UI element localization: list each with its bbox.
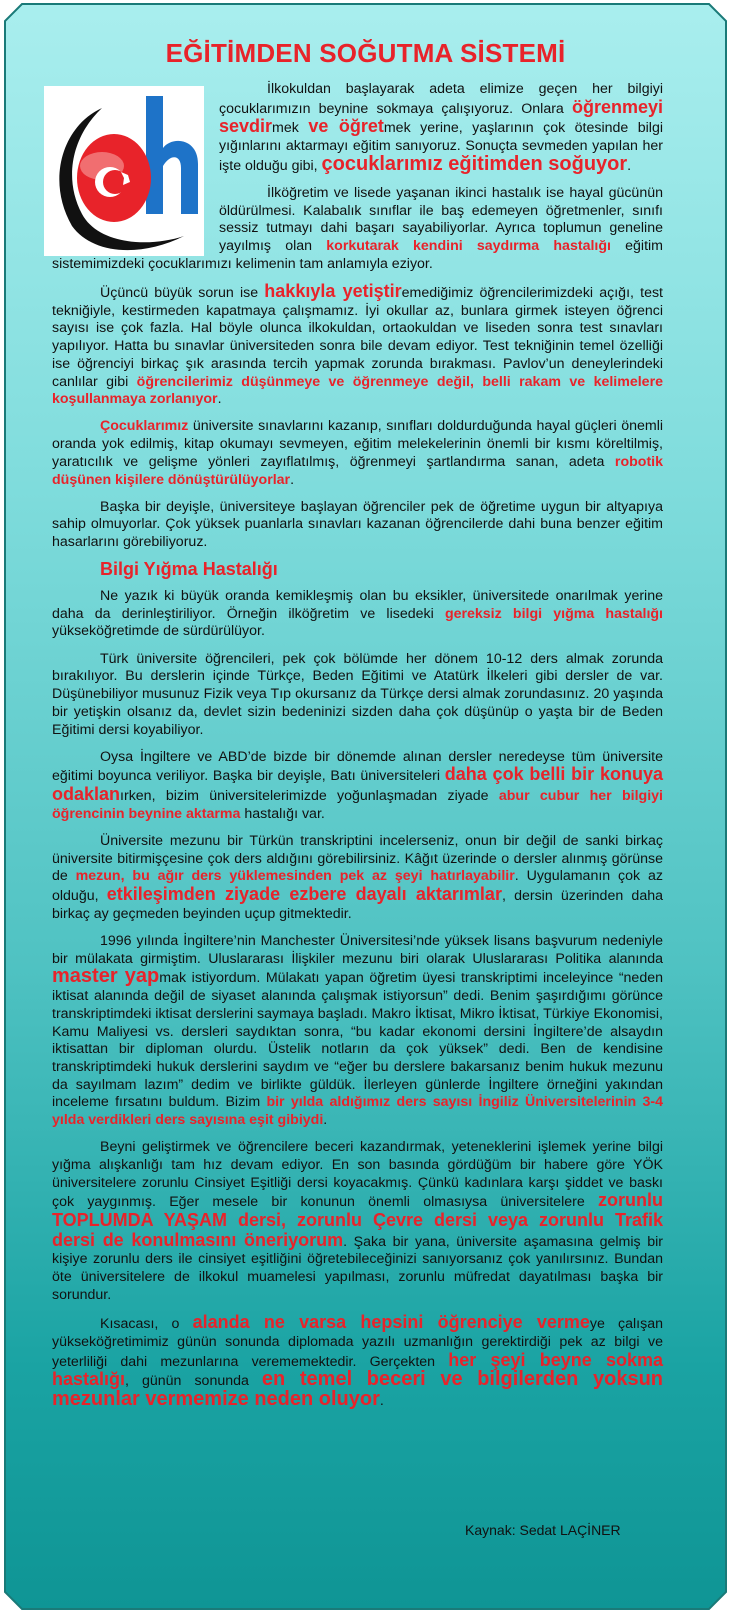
section-heading: Bilgi Yığma Hastalığı <box>100 559 278 580</box>
paragraph-2: İlköğretim ve lisede yaşanan ikinci hastalık ise hayal gücünün öldürülmesi. Kalabalık sınıflar ile baş edemeyen öğretmenler, sınıfı sessiz tutmayı dahi başarı sayabiliyorlar. Ayrıca toplumun geneline yayılmış olan korkutarak kendini saydırma hastalığı eğitim sistemimizdeki çocuklarımızı kelimenin tam anlamıyla eziyor. <box>52 185 664 272</box>
article-body <box>52 81 663 1420</box>
paragraph-4: Çocuklarımız üniversite sınavlarını kazanıp, sınıfları doldurduğunda hayal güçleri önemli oranda yok edilmiş, kitap okumayı sevmeyen, eğitim melekelerinin önemli bir kısmı köreltilmiş, yaratıcılık ve gelişme yönleri zayıflatılmış, öğrenmeyi şartlandırma sanan, adeta robotik düşünen kişilere dönüştürülüyorlar. <box>52 418 663 488</box>
paragraph-8: Oysa İngiltere ve ABD’de bizde bir dönemde alınan dersler neredeyse tüm üniversite eğitimi boyunca veriliyor. Başka bir deyişle, Batı üniversiteleri daha çok belli bir konuya odaklanırken, bizim üniversitelerimizde yoğunlaşmadan ziyade abur cubur her bilgiyi öğrencinin beynine aktarma hastalığı var. <box>52 748 663 822</box>
paragraph-10: 1996 yılında İngiltere’nin Manchester Üniversitesi’nde yüksek lisans başvurum nedeniyle bir mülakata girmiştim. Uluslararası İlişkiler mezunu biri olarak Uluslararası Politika alanında master yapmak istiyordum. Mülakatı yapan öğretim üyesi transkriptimi inceleyince “neden iktisat alanında değil de siyaset alanında çalışmak istiyorsun” dedi. Benim şaşırdığımı görünce transkriptimdeki iktisat derslerini saymaya başladı. Makro İktisat, Mikro İktisat, Türkiye Ekonomisi, Kamu Maliyesi vs. dersleri saydıktan sonra, “bu kadar ekonomi dersini İngiltere’de alsaydın iktisattan bir diploman olurdu. Üstelik notların da çok yüksek” dedi. Ben de kendisine transkriptimdeki hukuk derslerini saydım ve “eğer bu derslere bakarsanız benim hukuk mezunu da sayılmam lazım” dedim ve birlikte güldük. İlerleyen günlerde İngiltere örneğini yakından inceleme fırsatını buldum. Bizim bir yılda aldığımız ders sayısı İngiliz Üniversitelerinin 3-4 yılda verdikleri ders sayısına eşit gibiydi. <box>52 933 663 1129</box>
logo-spacer <box>52 81 212 249</box>
paragraph-5: Başka bir deyişle, üniversiteye başlayan öğrenciler pek de öğretime uygun bir altyapıya sahip olmuyorlar. Çok yüksek puanlarla sınavları kazanan öğrencilerde dahi buna benzer eğitim hasarlarını görebiliyoruz. <box>52 498 663 551</box>
paragraph-6: Ne yazık ki büyük oranda kemikleşmiş olan bu eksikler, üniversitede onarılmak yerine daha da derinleştiriliyor. Örneğin ilköğretim ve lisedeki gereksiz bilgi yığma hastalığı yükseköğretimde de sürdürülüyor. <box>52 588 663 640</box>
source-credit: Kaynak: Sedat LAÇİNER <box>465 1522 621 1538</box>
paragraph-11: Beyni geliştirmek ve öğrencilere beceri kazandırmak, yeteneklerini işlemek yerine bilgi yığma alışkanlığı tam hız devam ediyor. En son basında gördüğüm bir habere göre YÖK üniversitelere zorunlu Cinsiyet Eşitliği dersi koyacakmış. Çünkü kadınlara karşı şiddet ve baskı çok yaygınmış. Eğer mesele bir konunun önemli olmasıysa üniversitelere zorunlu TOPLUMDA YAŞAM dersi, zorunlu Çevre dersi veya zorunlu Trafik dersi de konulmasını öneriyorum. Şaka bir yana, üniversite aşamasına gelmiş bir kişiye zorunlu ders ile cinsiyet eşitliğini öğretebileceğinizi sanıyorsanız çok yanılırsınız. Bundan öte üniversitelere de ilkokul muamelesi yapılması, zorunlu müfredat dayatılması başka bir sorundur. <box>52 1139 663 1303</box>
paragraph-9: Üniversite mezunu bir Türkün transkriptini incelerseniz, onun bir değil de sanki birkaç üniversite bitirmişçesine çok ders aldığını görebilirsiniz. Kâğıt üzerinde o dersler alınmış görünse de mezun, bu ağır ders yüklemesinden pek az şeyi hatırlayabilir. Uygulamanın çok az olduğu, etkileşimden ziyade ezbere dayalı aktarımlar, dersin üzerinden daha birkaç ay geçmeden beyinden uçup gitmektedir. <box>52 833 663 922</box>
paragraph-3: Üçüncü büyük sorun ise hakkıyla yetiştiremediğimiz öğrencilerimizdeki açığı, test tekniğiyle, kestirmeden kapatmaya çalışmamız. İyi okullar az, bunlara girmek isteyen öğrenci sayısı ise çok fazla. Hal böyle olunca ilkokuldan, ortaokuldan ve liseden sonra test sınavları yapılıyor. Hatta bu sınavlar üniversiteden sonra bile devam ediyor. Test tekniğinin temel özelliği ise öğrenciyi birkaç şık arasında tercih yapmak zorunda bırakması. Pavlov’un deneylerindeki canlılar gibi öğrencilerimiz düşünmeye ve öğrenmeye değil, belli rakam ve kelimelere koşullanmaya zorlanıyor. <box>52 281 663 408</box>
paragraph-7: Türk üniversite öğrencileri, pek çok bölümde her dönem 10-12 ders almak zorunda bırakılıyor. Bu derslerin içinde Türkçe, Beden Eğitimi ve Atatürk İlkeleri gibi dersler de var. Düşünebiliyor musunuz Fizik veya Tıp okursanız da Türkçe dersi almak zorundasınız. 20 yaşında bir yetişkin olsanız da, devlet sizin bedeninizi sizden daha çok düşünüp o yaşta bir de Beden Eğitimi dersi koyabiliyor. <box>52 650 663 738</box>
paragraph-12: Kısacası, o alanda ne varsa hepsini öğrenciye vermeye çalışan yükseköğretimimiz günün sonunda diplomada yazılı uzmanlığın gerektirdiği pek az bilgi ve yeterliliği dahi mezunlarına verememektedir. Gerçekten her şeyi beyne sokma hastalığı, günün sonunda en temel beceri ve bilgilerden yoksun mezunlar vermemize neden oluyor. <box>52 1312 663 1410</box>
paragraph-1: İlkokuldan başlayarak adeta elimize geçen her bilgiyi çocuklarımızın beynine sokmaya çalışıyoruz. Onlara öğrenmeyi sevdirmek ve öğretmek yerine, yaşlarının çok ötesinde bilgi yığınlarını aktarmayı eğitim sanıyoruz. Sonuçta sevmeden yapılan her işte olduğu gibi, çocuklarımız eğitimden soğuyor. <box>219 81 663 175</box>
page-title: EĞİTİMDEN SOĞUTMA SİSTEMİ <box>165 38 566 68</box>
